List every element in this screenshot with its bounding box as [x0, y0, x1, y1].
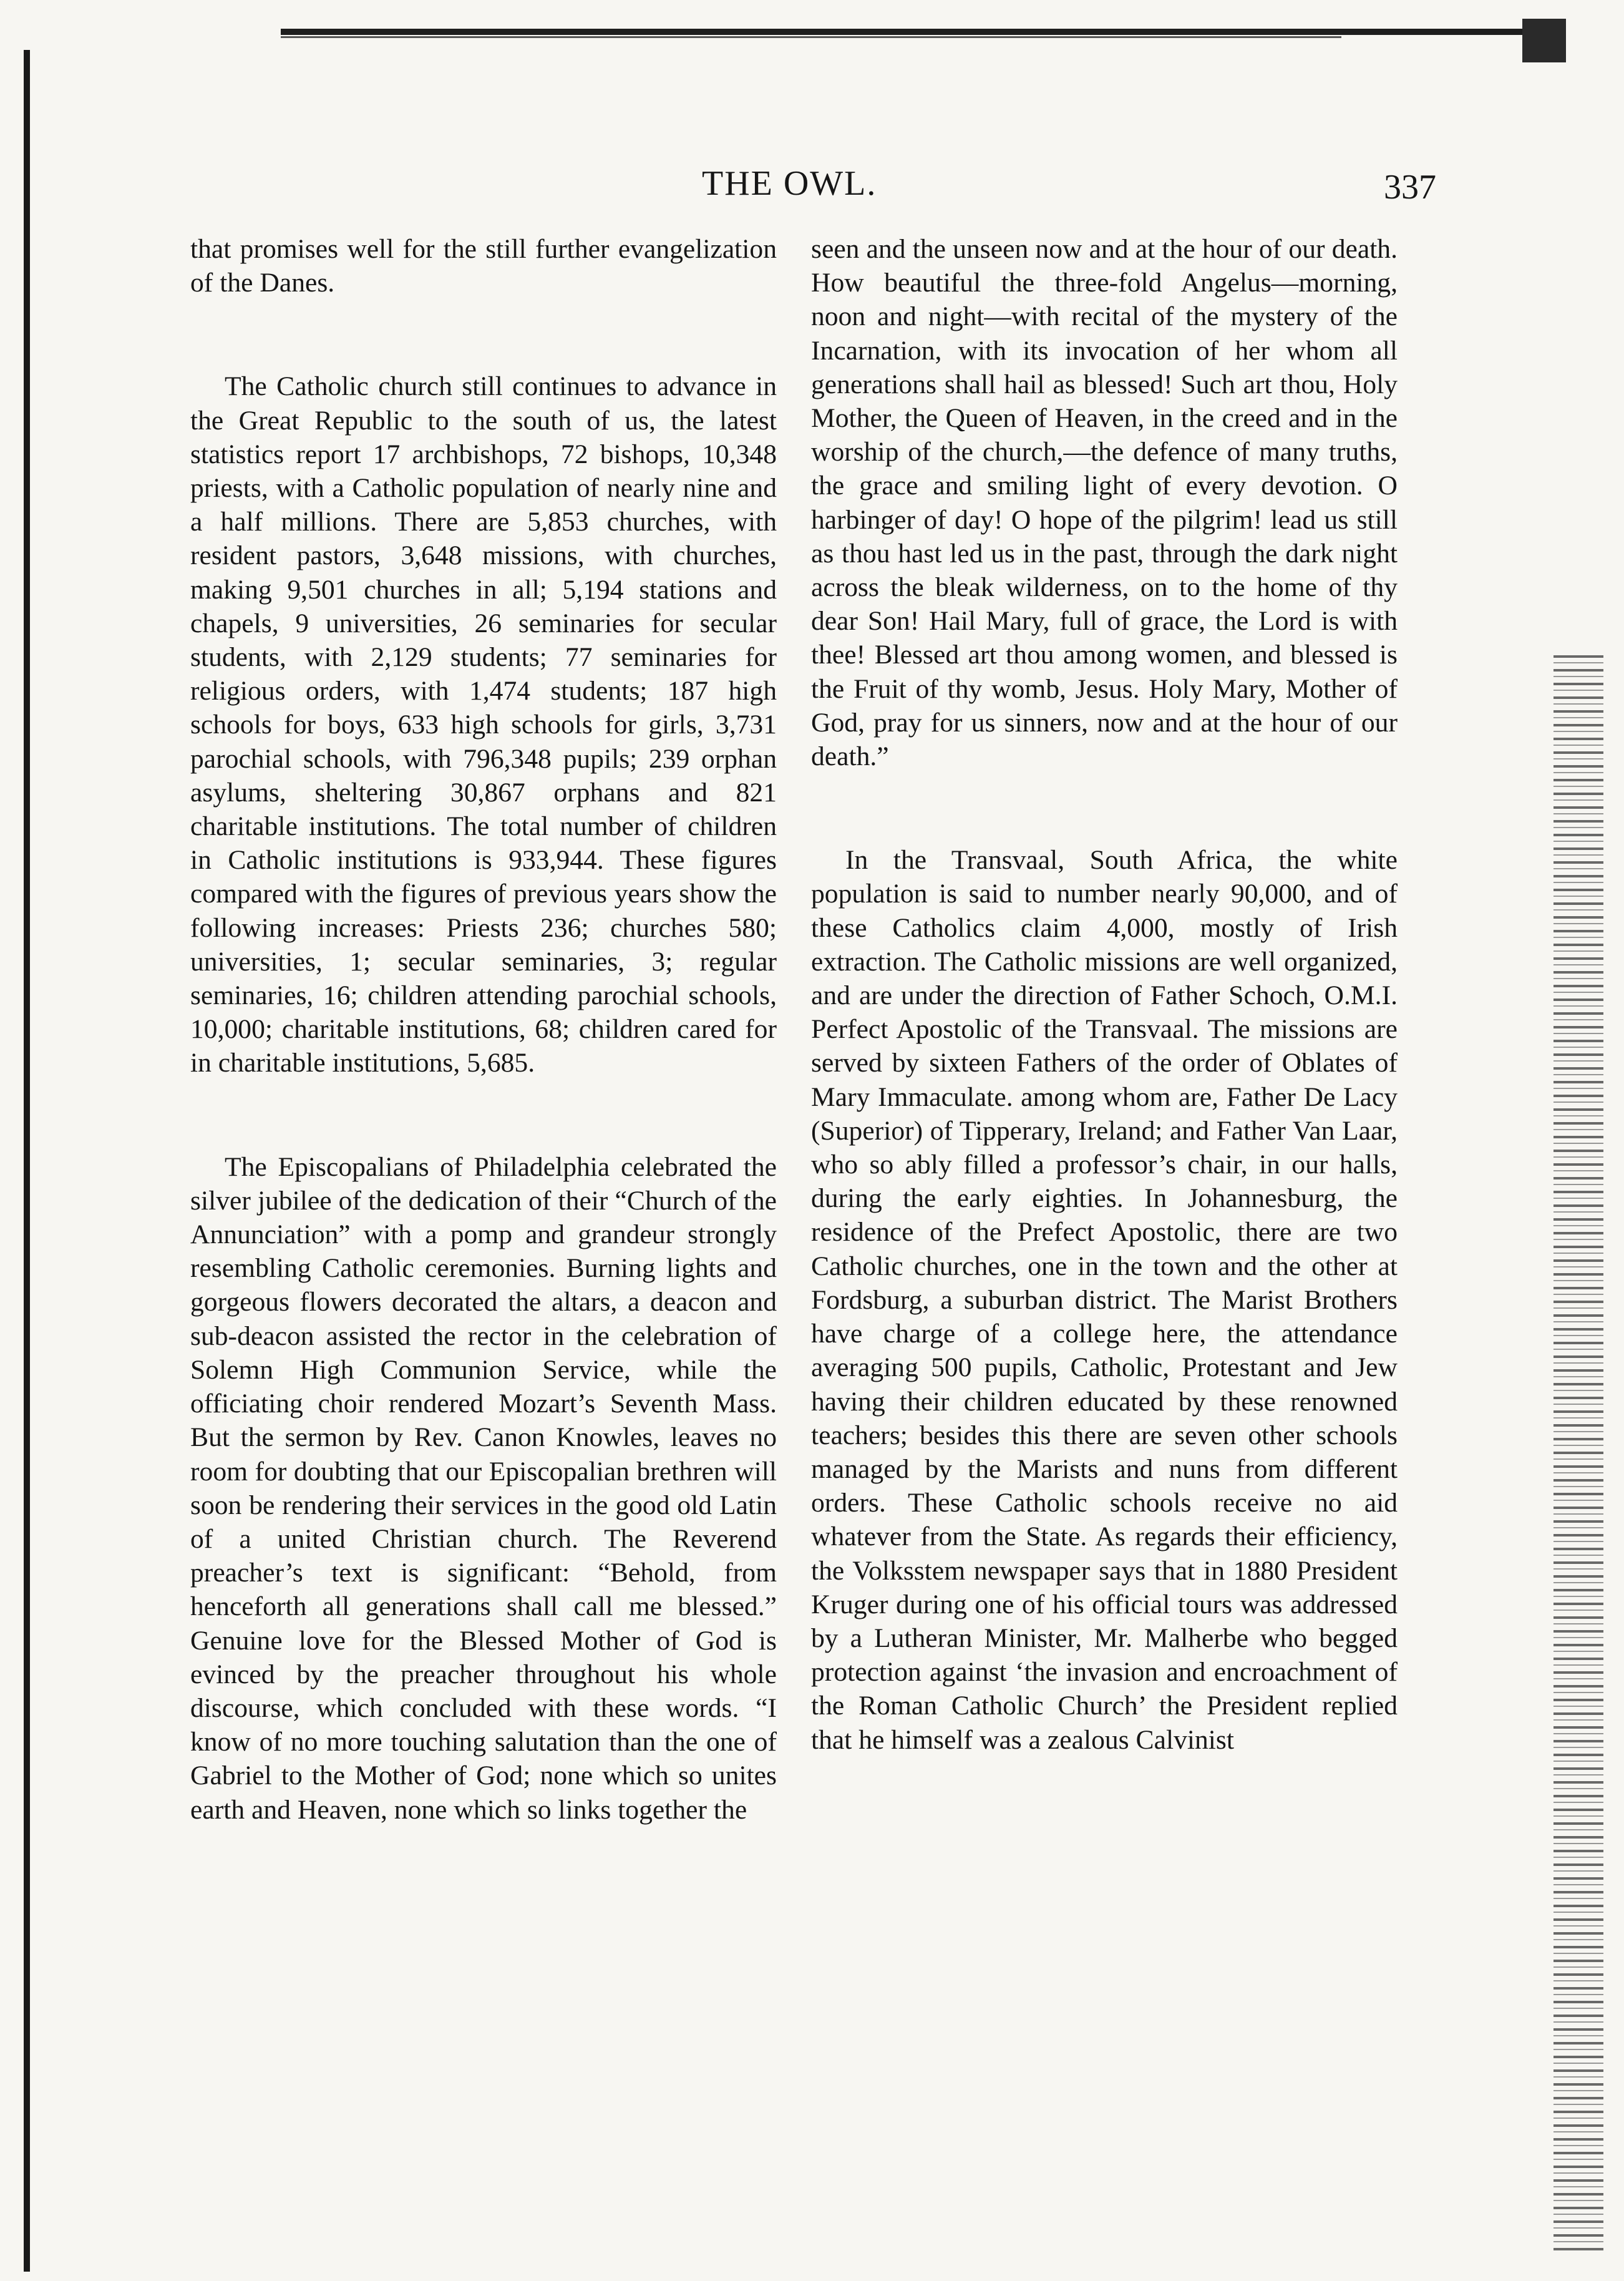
paragraph: The Episcopalians of Philadelphia celebrated the silver jubilee of the dedication of their “Church of the Annunciation” with a pomp and grandeur strongly resembling Catholic ceremonies. Burning lights and gorgeous flowers decorated the altars, a deacon and sub-deacon assisted the rector in the celebration of Solemn High Communion Service, while the officiating choir rendered Mozart’s Seventh Mass. But the sermon by Rev. Canon Knowles, leaves no room for doubting that our Episcopalian brethren will soon be rendering their services in the good old Latin of a united Christian church. The Reverend preacher’s text is significant: “Behold, from henceforth all generations shall call me blessed.” Genuine love for the Blessed Mother of God is evinced by the preacher throughout his whole discourse, which concluded with these words. “I know of no more touching salutation than the one of Gabriel to the Mother of God; none which so unites earth and Heaven, none which so links together the — [190, 1151, 777, 1825]
scan-corner-mark — [1522, 19, 1566, 62]
scan-border-top — [281, 29, 1553, 35]
scan-border-left — [24, 50, 30, 2272]
paragraph: seen and the unseen now and at the hour of our death. How beautiful the three-fold Angelus—morning, noon and night—with recital of the mystery of the Incarnation, with its invocation of her whom all generations shall hail as blessed! Such art thou, Holy Mother, the Queen of Heaven, in the creed and in the worship of the church,—the defence of many truths, the grace and smiling light of every devotion. O harbinger of day! O hope of the pilgrim! lead us still as thou hast led us in the past, through the dark night across the bleak wilderness, on to the home of thy dear Son! Hail Mary, full of grace, the Lord is with thee! Blessed art thou among women, and blessed is the Fruit of thy womb, Jesus. Holy Mary, Mother of God, pray for us sinners, now and at the hour of our death.” — [811, 234, 1398, 772]
paragraph: In the Transvaal, South Africa, the white population is said to number nearly 90,000, and of these Catholics claim 4,000, mostly of Irish extraction. The Catholic missions are well organized, and are under the direction of Father Schoch, O.M.I. Perfect Apostolic of the Transvaal. The missions are served by sixteen Fathers of the order of Oblates of Mary Immaculate. among whom are, Father De Lacy (Superior) of Tipperary, Ireland; and Father Van Laar, who so ably filled a professor’s chair, in our halls, during the early eighties. In Johannesburg, the residence of the Prefect Apostolic, there are two Catholic churches, one in the town and the other at Fordsburg, a suburban district. The Marist Brothers have charge of a college here, the attendance averaging 500 pupils, Catholic, Protestant and Jew having their children educated by these renowned teachers; besides this there are seven other schools managed by the Marists and nuns from different orders. These Catholic schools receive no aid whatever from the State. As regards their efficiency, the Volksstem newspaper says that in 1880 President Kruger during one of his official tours was addressed by a Lutheran Minister, Mr. Malherbe who begged protection against ‘the invasion and encroachment of the Roman Catholic Church’ the President replied that he himself was a zealous Calvinist — [811, 845, 1398, 1755]
scan-border-top-thin — [281, 36, 1341, 38]
scan-page-edge — [1553, 655, 1603, 2253]
running-title: THE OWL. — [702, 164, 877, 203]
page-header — [0, 164, 1624, 220]
left-column — [190, 232, 777, 1827]
page-number: 337 — [1384, 168, 1436, 207]
paragraph: The Catholic church still continues to advance in the Great Republic to the south of us, the latest statistics report 17 archbishops, 72 bishops, 10,348 priests, with a Catholic population of nearly nine and a half millions. There are 5,853 churches, with resident pastors, 3,648 missions, with churches, making 9,501 churches in all; 5,194 stations and chapels, 9 universities, 26 seminaries for secular students, with 2,129 students; 77 seminaries for religious orders, with 1,474 students; 187 high schools for boys, 633 high schools for girls, 3,731 parochial schools, with 796,348 pupils; 239 orphan asylums, sheltering 30,867 orphans and 821 charitable institutions. The total number of children in Catholic institutions is 933,944. These figures compared with the figures of previous years show the following increases: Priests 236; churches 580; universities, 1; secular seminaries, 3; regular seminaries, 16; children attending parochial schools, 10,000; charitable institutions, 68; children cared for in charitable institutions, 5,685. — [190, 371, 777, 1078]
paragraph: that promises well for the still further evangelization of the Danes. — [190, 234, 777, 298]
right-column — [811, 232, 1398, 1757]
